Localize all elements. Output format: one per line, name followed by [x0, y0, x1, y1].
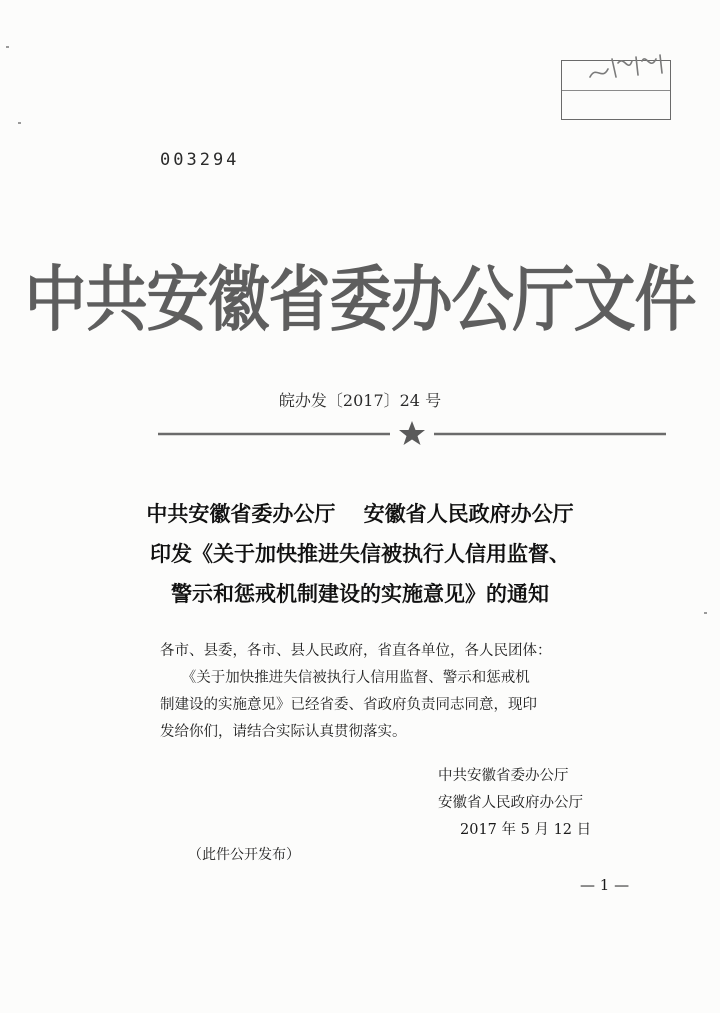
title-line: 中共安徽省委办公厅 安徽省人民政府办公厅: [146, 501, 574, 526]
public-release-note: （此件公开发布）: [188, 847, 300, 863]
scan-speck: [18, 122, 21, 124]
header-divider-star: [158, 420, 666, 446]
handwritten-scribble-icon: [582, 47, 672, 87]
notice-title: [0, 494, 720, 614]
body-line: 《关于加快推进失信被执行人信用监督、警示和惩戒机: [160, 670, 530, 686]
scan-speck: [6, 46, 9, 48]
notice-body: [160, 638, 670, 746]
title-line: 警示和惩戒机制建设的实施意见》的通知: [171, 581, 549, 606]
handwritten-stamp-box: [561, 60, 671, 120]
star-icon: [399, 421, 425, 445]
issue-number: 皖办发〔2017〕24 号: [278, 391, 442, 410]
signature-line: 中共安徽省委办公厅: [438, 768, 569, 784]
issuer-signatures: [438, 763, 591, 844]
issue-date: 2017 年 5 月 12 日: [460, 822, 592, 838]
body-line: 发给你们，请结合实际认真贯彻落实。: [160, 724, 407, 740]
scan-speck: [704, 612, 707, 614]
body-line: 制建设的实施意见》已经省委、省政府负责同志同意，现印: [160, 697, 537, 713]
stamp-box-divider: [562, 90, 670, 91]
body-line: 各市、县委，各市、县人民政府，省直各单位，各人民团体：: [160, 643, 552, 659]
title-line: 印发《关于加快推进失信被执行人信用监督、: [150, 541, 570, 566]
letterhead-title: 中共安徽省委办公厅文件: [24, 257, 696, 342]
document-serial-number: 003294: [160, 150, 240, 170]
page-number: — 1 —: [580, 876, 630, 894]
signature-line: 安徽省人民政府办公厅: [438, 795, 583, 811]
